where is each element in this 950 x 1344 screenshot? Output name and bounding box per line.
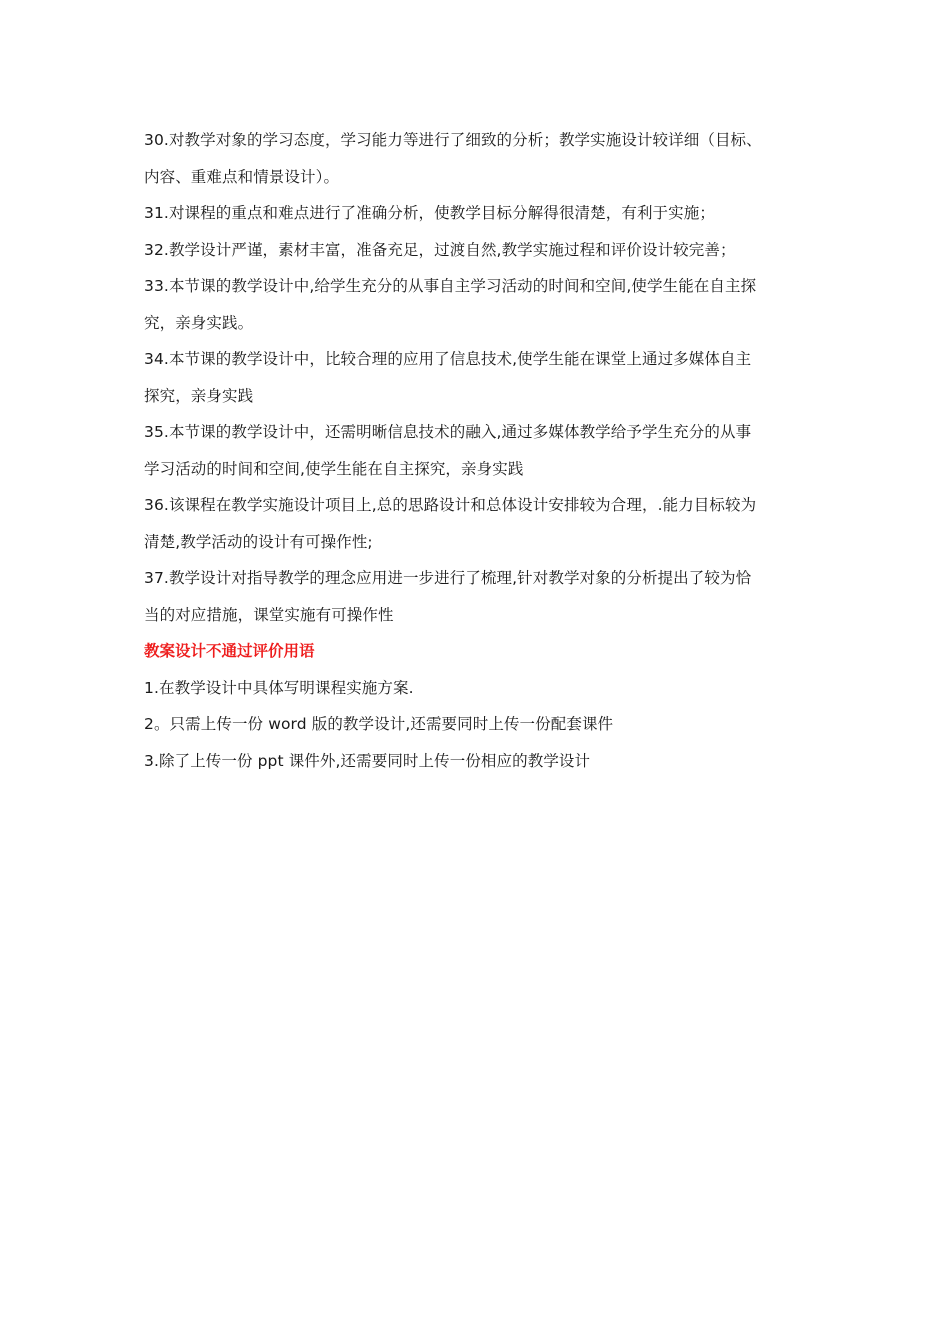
pass-comment-35 xyxy=(144,414,814,487)
pass-comment-33 xyxy=(144,268,814,341)
paragraph-line: 31.对课程的重点和难点进行了准确分析，使教学目标分解得很清楚，有利于实施； xyxy=(144,204,715,222)
pass-comment-31 xyxy=(144,195,814,232)
paragraph-line: 学习活动的时间和空间,使学生能在自主探究，亲身实践 xyxy=(144,459,524,478)
pass-comment-32 xyxy=(144,232,814,269)
fail-comment-item: 2。只需上传一份 word 版的教学设计,还需要同时上传一份配套课件 xyxy=(144,715,614,733)
paragraph-line: 36.该课程在教学实施设计项目上,总的思路设计和总体设计安排较为合理，.能力目标较为 xyxy=(144,496,757,514)
paragraph-line: 究，亲身实践。 xyxy=(144,313,254,332)
paragraph-line: 当的对应措施，课堂实施有可操作性 xyxy=(144,605,394,624)
paragraph-line: 33.本节课的教学设计中,给学生充分的从事自主学习活动的时间和空间,使学生能在自主探 xyxy=(144,277,757,295)
paragraph-line: 内容、重难点和情景设计）。 xyxy=(144,167,340,186)
paragraph-line: 清楚,教学活动的设计有可操作性; xyxy=(144,532,373,551)
document-content xyxy=(144,122,814,779)
fail-comment-item: 3.除了上传一份 ppt 课件外,还需要同时上传一份相应的教学设计 xyxy=(144,751,591,770)
pass-comment-37 xyxy=(144,560,814,633)
paragraph-line: 探究，亲身实践 xyxy=(144,386,254,405)
pass-comment-34 xyxy=(144,341,814,414)
paragraph-line: 35.本节课的教学设计中，还需明晰信息技术的融入,通过多媒体教学给予学生充分的从事 xyxy=(144,423,752,441)
paragraph-line: 34.本节课的教学设计中，比较合理的应用了信息技术,使学生能在课堂上通过多媒体自主 xyxy=(144,350,752,368)
fail-comment-list xyxy=(144,670,814,780)
paragraph-line: 37.教学设计对指导教学的理念应用进一步进行了梳理,针对教学对象的分析提出了较为恰 xyxy=(144,569,752,587)
pass-comment-30 xyxy=(144,122,814,195)
fail-comment-item: 1.在教学设计中具体写明课程实施方案. xyxy=(144,678,414,697)
paragraph-line: 30.对教学对象的学习态度，学习能力等进行了细致的分析；教学实施设计较详细（目标、 xyxy=(144,131,762,149)
section-heading: 教案设计不通过评价用语 xyxy=(144,642,315,660)
pass-comment-36 xyxy=(144,487,814,560)
paragraph-line: 32.教学设计严谨，素材丰富，准备充足，过渡自然,教学实施过程和评价设计较完善； xyxy=(144,240,736,259)
